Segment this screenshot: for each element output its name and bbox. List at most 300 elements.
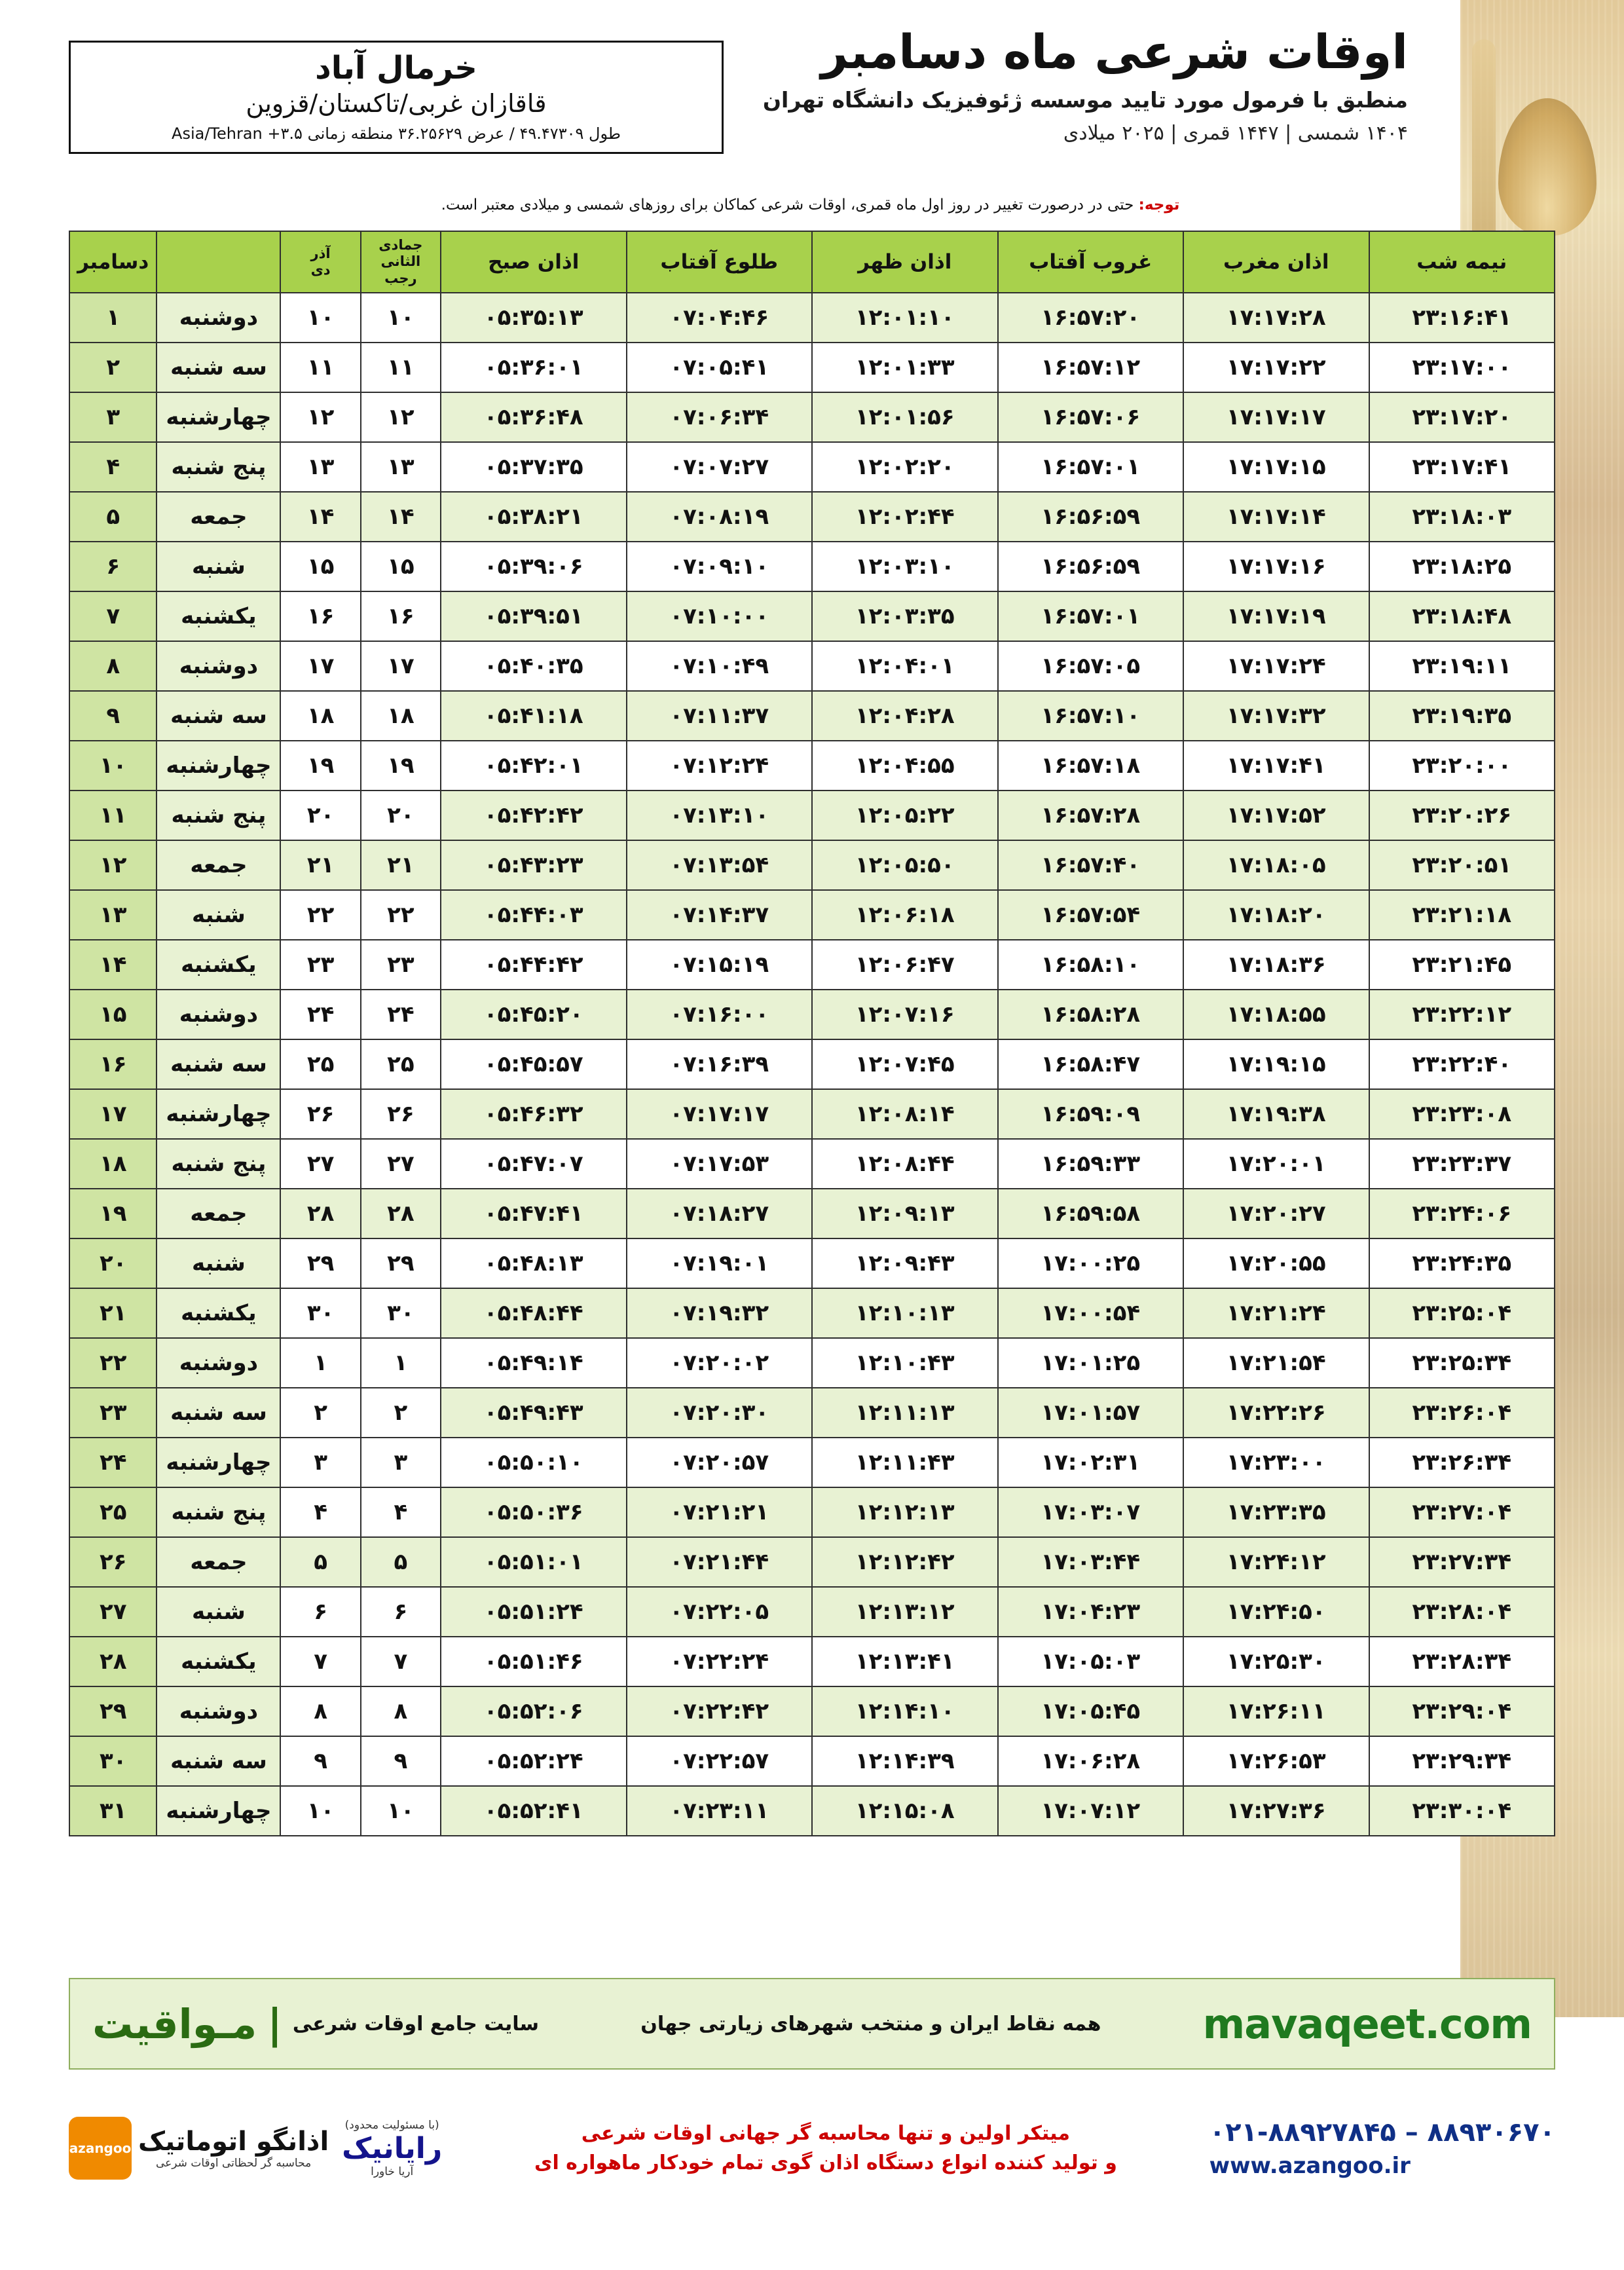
- slogan-line-2: و تولید کننده انواع دستگاه اذان گوی تمام خودکار ماهواره ای: [534, 2151, 1117, 2174]
- cell-sunset: ۱۷:۰۶:۲۸: [998, 1736, 1184, 1786]
- cell-midnight: ۲۳:۲۹:۰۴: [1369, 1686, 1555, 1736]
- cell-weekday: پنج شنبه: [157, 1487, 280, 1537]
- cell-solar: ۳۰: [280, 1288, 360, 1338]
- cell-solar: ۲۷: [280, 1139, 360, 1189]
- cell-solar: ۲۴: [280, 990, 360, 1039]
- cell-hijri: ۱۰: [361, 1786, 441, 1836]
- cell-december: ۲: [69, 343, 157, 392]
- table-row: [69, 691, 1555, 741]
- col-december: دسامبر: [69, 231, 157, 293]
- cell-fajr: ۰۵:۵۲:۰۶: [441, 1686, 627, 1736]
- cell-midnight: ۲۳:۲۴:۳۵: [1369, 1238, 1555, 1288]
- cell-dhuhr: ۱۲:۱۳:۴۱: [812, 1637, 998, 1686]
- cell-maghrib: ۱۷:۲۰:۵۵: [1183, 1238, 1369, 1288]
- cell-hijri: ۱۹: [361, 741, 441, 791]
- cell-maghrib: ۱۷:۱۷:۱۴: [1183, 492, 1369, 542]
- cell-december: ۲۴: [69, 1438, 157, 1487]
- cell-hijri: ۲۴: [361, 990, 441, 1039]
- cell-hijri: ۳: [361, 1438, 441, 1487]
- cell-sunrise: ۰۷:۱۷:۵۳: [627, 1139, 813, 1189]
- cell-maghrib: ۱۷:۱۷:۲۲: [1183, 343, 1369, 392]
- cell-sunset: ۱۶:۵۷:۲۰: [998, 293, 1184, 343]
- cell-midnight: ۲۳:۱۷:۴۱: [1369, 442, 1555, 492]
- cell-weekday: شنبه: [157, 542, 280, 591]
- cell-solar: ۲۰: [280, 791, 360, 840]
- col-dhuhr: اذان ظهر: [812, 231, 998, 293]
- prayer-times-table: [69, 231, 1555, 1836]
- table-row: [69, 442, 1555, 492]
- cell-fajr: ۰۵:۵۱:۰۱: [441, 1537, 627, 1587]
- azangoo-name: اذانگو اتوماتیک: [138, 2127, 329, 2157]
- table-header-row: [69, 231, 1555, 293]
- cell-weekday: سه شنبه: [157, 1388, 280, 1438]
- cell-sunrise: ۰۷:۰۵:۴۱: [627, 343, 813, 392]
- table-row: [69, 343, 1555, 392]
- cell-weekday: چهارشنبه: [157, 1438, 280, 1487]
- cell-sunset: ۱۶:۵۶:۵۹: [998, 492, 1184, 542]
- table-row: [69, 741, 1555, 791]
- cell-fajr: ۰۵:۳۹:۰۶: [441, 542, 627, 591]
- cell-maghrib: ۱۷:۱۸:۲۰: [1183, 890, 1369, 940]
- cell-december: ۲۳: [69, 1388, 157, 1438]
- cell-fajr: ۰۵:۳۸:۲۱: [441, 492, 627, 542]
- cell-maghrib: ۱۷:۱۷:۲۸: [1183, 293, 1369, 343]
- table-row: [69, 1089, 1555, 1139]
- table-row: [69, 591, 1555, 641]
- cell-weekday: دوشنبه: [157, 293, 280, 343]
- cell-weekday: دوشنبه: [157, 641, 280, 691]
- cell-maghrib: ۱۷:۲۲:۲۶: [1183, 1388, 1369, 1438]
- azangoo-icon: [69, 2117, 132, 2180]
- cell-midnight: ۲۳:۲۵:۳۴: [1369, 1338, 1555, 1388]
- cell-maghrib: ۱۷:۲۷:۳۶: [1183, 1786, 1369, 1836]
- cell-sunset: ۱۷:۰۰:۵۴: [998, 1288, 1184, 1338]
- cell-sunset: ۱۶:۵۷:۰۱: [998, 591, 1184, 641]
- cell-fajr: ۰۵:۳۶:۰۱: [441, 343, 627, 392]
- cell-december: ۳۱: [69, 1786, 157, 1836]
- cell-hijri: ۱۸: [361, 691, 441, 741]
- table-row: [69, 890, 1555, 940]
- cell-fajr: ۰۵:۳۵:۱۳: [441, 293, 627, 343]
- cell-sunset: ۱۶:۵۷:۰۵: [998, 641, 1184, 691]
- cell-fajr: ۰۵:۴۷:۴۱: [441, 1189, 627, 1238]
- cell-midnight: ۲۳:۲۱:۴۵: [1369, 940, 1555, 990]
- cell-maghrib: ۱۷:۲۳:۳۵: [1183, 1487, 1369, 1537]
- cell-hijri: ۱۰: [361, 293, 441, 343]
- cell-sunset: ۱۷:۰۰:۲۵: [998, 1238, 1184, 1288]
- cell-sunset: ۱۶:۵۷:۰۱: [998, 442, 1184, 492]
- cell-weekday: یکشنبه: [157, 1288, 280, 1338]
- col-sunset: غروب آفتاب: [998, 231, 1184, 293]
- cell-weekday: شنبه: [157, 1587, 280, 1637]
- cell-hijri: ۲۳: [361, 940, 441, 990]
- cell-weekday: دوشنبه: [157, 990, 280, 1039]
- cell-solar: ۱۳: [280, 442, 360, 492]
- cell-maghrib: ۱۷:۲۶:۵۳: [1183, 1736, 1369, 1786]
- cell-midnight: ۲۳:۲۰:۲۶: [1369, 791, 1555, 840]
- col-solar: آذر دی: [280, 231, 360, 293]
- table-row: [69, 641, 1555, 691]
- cell-sunrise: ۰۷:۱۹:۳۲: [627, 1288, 813, 1338]
- cell-fajr: ۰۵:۵۱:۲۴: [441, 1587, 627, 1637]
- cell-hijri: ۱۵: [361, 542, 441, 591]
- cell-hijri: ۷: [361, 1637, 441, 1686]
- col-midnight: نیمه شب: [1369, 231, 1555, 293]
- cell-sunset: ۱۶:۵۷:۱۰: [998, 691, 1184, 741]
- cell-sunrise: ۰۷:۱۰:۴۹: [627, 641, 813, 691]
- cell-weekday: پنج شنبه: [157, 442, 280, 492]
- col-weekday: [157, 231, 280, 293]
- cell-fajr: ۰۵:۳۶:۴۸: [441, 392, 627, 442]
- cell-solar: ۱۶: [280, 591, 360, 641]
- cell-fajr: ۰۵:۴۹:۴۳: [441, 1388, 627, 1438]
- cell-dhuhr: ۱۲:۱۰:۴۳: [812, 1338, 998, 1388]
- website-url[interactable]: www.azangoo.ir: [1209, 2153, 1411, 2179]
- cell-december: ۱۲: [69, 840, 157, 890]
- cell-fajr: ۰۵:۴۱:۱۸: [441, 691, 627, 741]
- cell-solar: ۲۶: [280, 1089, 360, 1139]
- cell-midnight: ۲۳:۲۳:۳۷: [1369, 1139, 1555, 1189]
- cell-fajr: ۰۵:۴۲:۰۱: [441, 741, 627, 791]
- cell-sunrise: ۰۷:۱۴:۳۷: [627, 890, 813, 940]
- cell-december: ۱: [69, 293, 157, 343]
- cell-maghrib: ۱۷:۱۷:۲۴: [1183, 641, 1369, 691]
- cell-midnight: ۲۳:۱۷:۲۰: [1369, 392, 1555, 442]
- page-title: اوقات شرعی ماه دسامبر: [821, 24, 1408, 79]
- cell-maghrib: ۱۷:۱۷:۱۹: [1183, 591, 1369, 641]
- cell-maghrib: ۱۷:۲۱:۲۴: [1183, 1288, 1369, 1338]
- cell-sunrise: ۰۷:۰۷:۲۷: [627, 442, 813, 492]
- cell-december: ۵: [69, 492, 157, 542]
- table-row: [69, 1587, 1555, 1637]
- cell-dhuhr: ۱۲:۰۱:۵۶: [812, 392, 998, 442]
- cell-sunset: ۱۶:۵۸:۴۷: [998, 1039, 1184, 1089]
- cell-sunset: ۱۶:۵۷:۵۴: [998, 890, 1184, 940]
- cell-fajr: ۰۵:۴۸:۴۴: [441, 1288, 627, 1338]
- cell-midnight: ۲۳:۲۸:۳۴: [1369, 1637, 1555, 1686]
- cell-sunrise: ۰۷:۱۶:۳۹: [627, 1039, 813, 1089]
- cell-sunrise: ۰۷:۲۲:۲۴: [627, 1637, 813, 1686]
- cell-sunrise: ۰۷:۲۲:۵۷: [627, 1736, 813, 1786]
- cell-solar: ۶: [280, 1587, 360, 1637]
- cell-weekday: جمعه: [157, 840, 280, 890]
- cell-sunset: ۱۶:۵۹:۳۳: [998, 1139, 1184, 1189]
- cell-weekday: دوشنبه: [157, 1686, 280, 1736]
- cell-december: ۱۵: [69, 990, 157, 1039]
- cell-maghrib: ۱۷:۱۹:۱۵: [1183, 1039, 1369, 1089]
- cell-sunrise: ۰۷:۲۳:۱۱: [627, 1786, 813, 1836]
- cell-midnight: ۲۳:۲۷:۳۴: [1369, 1537, 1555, 1587]
- cell-december: ۲۵: [69, 1487, 157, 1537]
- cell-midnight: ۲۳:۲۰:۵۱: [1369, 840, 1555, 890]
- cell-solar: ۹: [280, 1736, 360, 1786]
- cell-solar: ۲۸: [280, 1189, 360, 1238]
- cell-midnight: ۲۳:۲۵:۰۴: [1369, 1288, 1555, 1338]
- slogan-block: [534, 2119, 1117, 2178]
- cell-weekday: جمعه: [157, 492, 280, 542]
- cell-dhuhr: ۱۲:۰۴:۲۸: [812, 691, 998, 741]
- table-row: [69, 1039, 1555, 1089]
- cell-sunset: ۱۷:۰۵:۴۵: [998, 1686, 1184, 1736]
- cell-solar: ۲۱: [280, 840, 360, 890]
- cell-dhuhr: ۱۲:۱۴:۳۹: [812, 1736, 998, 1786]
- cell-december: ۲۰: [69, 1238, 157, 1288]
- table-row: [69, 1487, 1555, 1537]
- cell-midnight: ۲۳:۱۸:۴۸: [1369, 591, 1555, 641]
- cell-fajr: ۰۵:۴۴:۰۳: [441, 890, 627, 940]
- cell-solar: ۱۰: [280, 293, 360, 343]
- cell-december: ۱۶: [69, 1039, 157, 1089]
- azangoo-sub: محاسبه گر لحظاتی اوقات شرعی: [155, 2157, 312, 2170]
- cell-maghrib: ۱۷:۱۸:۵۵: [1183, 990, 1369, 1039]
- cell-hijri: ۲۵: [361, 1039, 441, 1089]
- cell-weekday: یکشنبه: [157, 1637, 280, 1686]
- cell-hijri: ۱۲: [361, 392, 441, 442]
- cell-december: ۳: [69, 392, 157, 442]
- cell-dhuhr: ۱۲:۰۹:۱۳: [812, 1189, 998, 1238]
- cell-fajr: ۰۵:۵۰:۳۶: [441, 1487, 627, 1537]
- cell-sunset: ۱۷:۰۳:۴۴: [998, 1537, 1184, 1587]
- cell-midnight: ۲۳:۱۹:۳۵: [1369, 691, 1555, 741]
- cell-december: ۱۱: [69, 791, 157, 840]
- table-row: [69, 1438, 1555, 1487]
- cell-fajr: ۰۵:۵۲:۲۴: [441, 1736, 627, 1786]
- cell-december: ۸: [69, 641, 157, 691]
- cell-sunrise: ۰۷:۱۷:۱۷: [627, 1089, 813, 1139]
- cell-hijri: ۸: [361, 1686, 441, 1736]
- cell-hijri: ۴: [361, 1487, 441, 1537]
- cell-sunrise: ۰۷:۱۳:۱۰: [627, 791, 813, 840]
- rayaneik-name: رایانیک: [342, 2131, 443, 2165]
- cell-maghrib: ۱۷:۲۰:۲۷: [1183, 1189, 1369, 1238]
- cell-sunrise: ۰۷:۲۰:۵۷: [627, 1438, 813, 1487]
- cell-dhuhr: ۱۲:۱۴:۱۰: [812, 1686, 998, 1736]
- cell-weekday: چهارشنبه: [157, 1786, 280, 1836]
- table-row: [69, 990, 1555, 1039]
- cell-solar: ۱۱: [280, 343, 360, 392]
- table-row: [69, 1686, 1555, 1736]
- cell-sunrise: ۰۷:۱۳:۵۴: [627, 840, 813, 890]
- cell-dhuhr: ۱۲:۰۸:۴۴: [812, 1139, 998, 1189]
- cell-solar: ۱۹: [280, 741, 360, 791]
- cell-midnight: ۲۳:۲۹:۳۴: [1369, 1736, 1555, 1786]
- note-label: توجه:: [1138, 196, 1180, 214]
- cell-sunrise: ۰۷:۱۵:۱۹: [627, 940, 813, 990]
- cell-maghrib: ۱۷:۱۷:۵۲: [1183, 791, 1369, 840]
- cell-december: ۱۳: [69, 890, 157, 940]
- cell-dhuhr: ۱۲:۰۷:۴۵: [812, 1039, 998, 1089]
- cell-maghrib: ۱۷:۲۴:۱۲: [1183, 1537, 1369, 1587]
- azangoo-text: [138, 2127, 329, 2170]
- cell-maghrib: ۱۷:۱۹:۳۸: [1183, 1089, 1369, 1139]
- cell-weekday: شنبه: [157, 890, 280, 940]
- table-row: [69, 1338, 1555, 1388]
- cell-dhuhr: ۱۲:۰۲:۲۰: [812, 442, 998, 492]
- table-row: [69, 492, 1555, 542]
- azangoo-icon-label: azangoo: [69, 2140, 132, 2156]
- cell-hijri: ۱۷: [361, 641, 441, 691]
- col-sunrise: طلوع آفتاب: [627, 231, 813, 293]
- cell-maghrib: ۱۷:۲۳:۰۰: [1183, 1438, 1369, 1487]
- col-maghrib: اذان مغرب: [1183, 231, 1369, 293]
- cell-midnight: ۲۳:۱۷:۰۰: [1369, 343, 1555, 392]
- cell-sunset: ۱۶:۵۸:۲۸: [998, 990, 1184, 1039]
- cell-sunset: ۱۷:۰۱:۲۵: [998, 1338, 1184, 1388]
- cell-solar: ۲: [280, 1388, 360, 1438]
- cell-dhuhr: ۱۲:۱۰:۱۳: [812, 1288, 998, 1338]
- cell-sunset: ۱۷:۰۲:۳۱: [998, 1438, 1184, 1487]
- cell-maghrib: ۱۷:۱۷:۴۱: [1183, 741, 1369, 791]
- cell-maghrib: ۱۷:۲۵:۳۰: [1183, 1637, 1369, 1686]
- cell-dhuhr: ۱۲:۰۹:۴۳: [812, 1238, 998, 1288]
- cell-december: ۱۷: [69, 1089, 157, 1139]
- cell-fajr: ۰۵:۳۹:۵۱: [441, 591, 627, 641]
- cell-fajr: ۰۵:۵۰:۱۰: [441, 1438, 627, 1487]
- table-body: [69, 293, 1555, 1836]
- mavaqeet-description: سایت جامع اوقات شرعی: [292, 2012, 539, 2036]
- cell-sunrise: ۰۷:۰۸:۱۹: [627, 492, 813, 542]
- mavaqeet-url[interactable]: mavaqeet.com: [1202, 2000, 1532, 2048]
- cell-sunrise: ۰۷:۱۶:۰۰: [627, 990, 813, 1039]
- cell-december: ۴: [69, 442, 157, 492]
- cell-solar: ۸: [280, 1686, 360, 1736]
- cell-sunset: ۱۷:۰۵:۰۳: [998, 1637, 1184, 1686]
- cell-sunrise: ۰۷:۲۲:۴۲: [627, 1686, 813, 1736]
- cell-maghrib: ۱۷:۱۸:۰۵: [1183, 840, 1369, 890]
- cell-hijri: ۲۹: [361, 1238, 441, 1288]
- cell-hijri: ۳۰: [361, 1288, 441, 1338]
- cell-weekday: سه شنبه: [157, 691, 280, 741]
- cell-maghrib: ۱۷:۱۸:۳۶: [1183, 940, 1369, 990]
- cell-midnight: ۲۳:۲۷:۰۴: [1369, 1487, 1555, 1537]
- cell-hijri: ۲۷: [361, 1139, 441, 1189]
- cell-sunrise: ۰۷:۱۱:۳۷: [627, 691, 813, 741]
- cell-dhuhr: ۱۲:۰۱:۱۰: [812, 293, 998, 343]
- cell-sunrise: ۰۷:۲۰:۳۰: [627, 1388, 813, 1438]
- cell-sunrise: ۰۷:۲۱:۴۴: [627, 1537, 813, 1587]
- cell-sunrise: ۰۷:۱۹:۰۱: [627, 1238, 813, 1288]
- cell-dhuhr: ۱۲:۰۴:۵۵: [812, 741, 998, 791]
- cell-december: ۳۰: [69, 1736, 157, 1786]
- cell-dhuhr: ۱۲:۰۳:۳۵: [812, 591, 998, 641]
- cell-weekday: سه شنبه: [157, 1736, 280, 1786]
- cell-sunset: ۱۶:۵۷:۰۶: [998, 392, 1184, 442]
- cell-solar: ۱۴: [280, 492, 360, 542]
- cell-solar: ۱۲: [280, 392, 360, 442]
- title-block: [635, 26, 1408, 145]
- cell-weekday: سه شنبه: [157, 343, 280, 392]
- cell-midnight: ۲۳:۲۴:۰۶: [1369, 1189, 1555, 1238]
- calendar-years: ۱۴۰۴ شمسی | ۱۴۴۷ قمری | ۲۰۲۵ میلادی: [1063, 122, 1408, 145]
- cell-dhuhr: ۱۲:۰۲:۴۴: [812, 492, 998, 542]
- cell-sunrise: ۰۷:۱۸:۲۷: [627, 1189, 813, 1238]
- cell-hijri: ۱: [361, 1338, 441, 1388]
- mavaqeet-description-2: همه نقاط ایران و منتخب شهرهای زیارتی جهان: [640, 2012, 1101, 2036]
- cell-sunrise: ۰۷:۱۰:۰۰: [627, 591, 813, 641]
- cell-midnight: ۲۳:۲۶:۰۴: [1369, 1388, 1555, 1438]
- mavaqeet-separator: |: [267, 2000, 282, 2048]
- cell-hijri: ۲۲: [361, 890, 441, 940]
- cell-weekday: چهارشنبه: [157, 392, 280, 442]
- cell-dhuhr: ۱۲:۰۱:۳۳: [812, 343, 998, 392]
- cell-maghrib: ۱۷:۲۴:۵۰: [1183, 1587, 1369, 1637]
- cell-midnight: ۲۳:۱۹:۱۱: [1369, 641, 1555, 691]
- cell-december: ۶: [69, 542, 157, 591]
- cell-sunrise: ۰۷:۲۲:۰۵: [627, 1587, 813, 1637]
- table-row: [69, 392, 1555, 442]
- cell-sunset: ۱۷:۰۴:۲۳: [998, 1587, 1184, 1637]
- table-row: [69, 1288, 1555, 1338]
- cell-hijri: ۲۰: [361, 791, 441, 840]
- cell-maghrib: ۱۷:۱۷:۱۵: [1183, 442, 1369, 492]
- cell-weekday: سه شنبه: [157, 1039, 280, 1089]
- cell-dhuhr: ۱۲:۰۵:۵۰: [812, 840, 998, 890]
- cell-dhuhr: ۱۲:۰۵:۲۲: [812, 791, 998, 840]
- cell-december: ۲۲: [69, 1338, 157, 1388]
- cell-sunset: ۱۷:۰۱:۵۷: [998, 1388, 1184, 1438]
- cell-midnight: ۲۳:۳۰:۰۴: [1369, 1786, 1555, 1836]
- cell-fajr: ۰۵:۴۹:۱۴: [441, 1338, 627, 1388]
- cell-hijri: ۱۱: [361, 343, 441, 392]
- cell-solar: ۲۲: [280, 890, 360, 940]
- cell-dhuhr: ۱۲:۰۸:۱۴: [812, 1089, 998, 1139]
- cell-weekday: یکشنبه: [157, 940, 280, 990]
- cell-midnight: ۲۳:۲۲:۴۰: [1369, 1039, 1555, 1089]
- slogan-line-1: میتکر اولین و تنها محاسبه گر جهانی اوقات شرعی: [581, 2122, 1071, 2145]
- cell-hijri: ۱۴: [361, 492, 441, 542]
- cell-dhuhr: ۱۲:۱۲:۴۲: [812, 1537, 998, 1587]
- cell-sunrise: ۰۷:۲۰:۰۲: [627, 1338, 813, 1388]
- cell-weekday: پنج شنبه: [157, 1139, 280, 1189]
- table-row: [69, 1388, 1555, 1438]
- cell-midnight: ۲۳:۲۰:۰۰: [1369, 741, 1555, 791]
- cell-fajr: ۰۵:۵۲:۴۱: [441, 1786, 627, 1836]
- cell-midnight: ۲۳:۲۲:۱۲: [1369, 990, 1555, 1039]
- cell-sunset: ۱۶:۵۷:۲۸: [998, 791, 1184, 840]
- table-row: [69, 1238, 1555, 1288]
- cell-hijri: ۲۶: [361, 1089, 441, 1139]
- cell-fajr: ۰۵:۴۷:۰۷: [441, 1139, 627, 1189]
- cell-dhuhr: ۱۲:۱۱:۱۳: [812, 1388, 998, 1438]
- cell-sunset: ۱۷:۰۳:۰۷: [998, 1487, 1184, 1537]
- cell-dhuhr: ۱۲:۱۵:۰۸: [812, 1786, 998, 1836]
- cell-midnight: ۲۳:۲۶:۳۴: [1369, 1438, 1555, 1487]
- cell-dhuhr: ۱۲:۰۷:۱۶: [812, 990, 998, 1039]
- rayaneik-top-note: (با مسئولیت محدود): [344, 2118, 439, 2132]
- cell-december: ۲۱: [69, 1288, 157, 1338]
- col-hijri: جمادی الثانی رجب: [361, 231, 441, 293]
- col-fajr: اذان صبح: [441, 231, 627, 293]
- cell-hijri: ۲: [361, 1388, 441, 1438]
- cell-fajr: ۰۵:۴۰:۳۵: [441, 641, 627, 691]
- cell-hijri: ۲۱: [361, 840, 441, 890]
- table-row: [69, 1637, 1555, 1686]
- cell-sunset: ۱۶:۵۹:۵۸: [998, 1189, 1184, 1238]
- cell-sunset: ۱۶:۵۶:۵۹: [998, 542, 1184, 591]
- cell-sunrise: ۰۷:۲۱:۲۱: [627, 1487, 813, 1537]
- cell-december: ۱۸: [69, 1139, 157, 1189]
- cell-dhuhr: ۱۲:۱۲:۱۳: [812, 1487, 998, 1537]
- cell-hijri: ۲۸: [361, 1189, 441, 1238]
- cell-weekday: جمعه: [157, 1189, 280, 1238]
- contact-block: [1209, 2117, 1555, 2179]
- cell-december: ۲۷: [69, 1587, 157, 1637]
- cell-maghrib: ۱۷:۲۱:۵۴: [1183, 1338, 1369, 1388]
- cell-dhuhr: ۱۲:۱۳:۱۲: [812, 1587, 998, 1637]
- cell-fajr: ۰۵:۴۵:۲۰: [441, 990, 627, 1039]
- phone-number: ۰۲۱-۸۸۹۲۷۸۴۵ – ۸۸۹۳۰۶۷۰: [1209, 2117, 1555, 2148]
- cell-fajr: ۰۵:۴۲:۴۲: [441, 791, 627, 840]
